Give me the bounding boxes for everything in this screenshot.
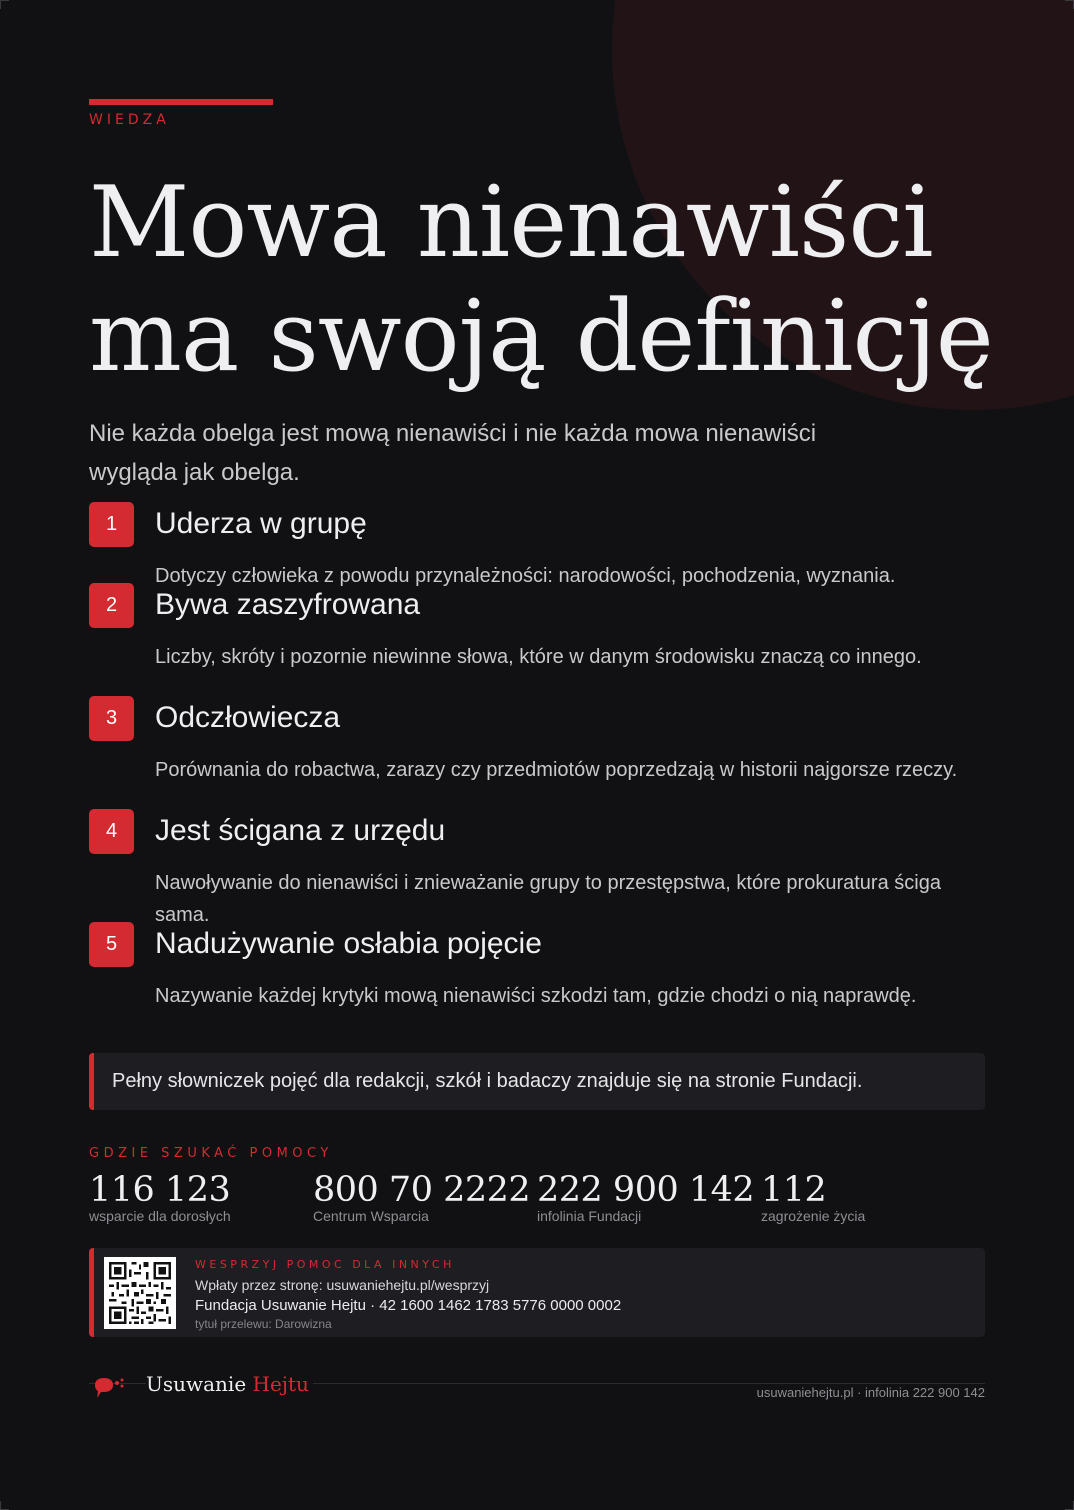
helpline-caption: Centrum Wsparcia: [313, 1208, 429, 1224]
item-number-badge: 4: [89, 809, 134, 854]
donation-website: Wpłaty przez stronę: usuwaniehejtu.pl/wesprzyj: [195, 1277, 490, 1293]
lead-paragraph: Nie każda obelga jest mową nienawiści i nie każda mowa nienawiści wygląda jak obelga.: [89, 420, 817, 486]
help-section-label: GDZIE SZUKAĆ POMOCY: [89, 1146, 333, 1161]
item-number-badge: 5: [89, 922, 134, 967]
helpline-caption: wsparcie dla dorosłych: [89, 1208, 231, 1224]
helpline-caption: infolinia Fundacji: [537, 1208, 642, 1224]
item-title: Nadużywanie osłabia pojęcie: [155, 927, 542, 960]
helpline: [537, 1168, 761, 1224]
kicker-bar: [89, 99, 273, 105]
item-description: Nazywanie każdej krytyki mową nienawiści szkodzi tam, gdzie chodzi o nią naprawdę.: [155, 985, 917, 1007]
crop-mark: [0, 0, 9, 9]
item-title: Jest ścigana z urzędu: [155, 814, 446, 847]
kicker: WIEDZA: [89, 112, 170, 128]
item-description: Porównania do robactwa, zarazy czy przedmiotów poprzedzają w historii najgorsze rzeczy.: [155, 759, 958, 781]
donation-panel: [89, 1248, 985, 1337]
helpline-number: 800 70 2222: [313, 1170, 531, 1210]
item-description: Dotyczy człowieka z powodu przynależności: narodowości, pochodzenia, wyznania.: [155, 565, 896, 587]
helpline-caption: zagrożenie życia: [761, 1208, 866, 1224]
title-line-1: Mowa nienawiści: [89, 166, 933, 280]
brand-name-first: Usuwanie: [146, 1372, 247, 1396]
glossary-note-text: Pełny słowniczek pojęć dla redakcji, szkół i badaczy znajduje się na stronie Fundacji.: [112, 1070, 863, 1092]
item-title: Bywa zaszyfrowana: [155, 588, 421, 621]
helpline-number: 116 123: [89, 1170, 231, 1210]
item-number-badge: 2: [89, 583, 134, 628]
crop-mark: [1065, 1501, 1074, 1510]
item-title: Uderza w grupę: [155, 507, 367, 540]
brand-name: [146, 1372, 313, 1396]
helpline-number: 222 900 142: [537, 1170, 755, 1210]
glossary-note: [89, 1053, 985, 1110]
item-title: Odczłowiecza: [155, 701, 341, 734]
helpline: [89, 1168, 313, 1224]
page-title: [89, 166, 1019, 394]
speech-bubble-logo-icon: [93, 1376, 127, 1406]
item-description: Liczby, skróty i pozornie niewinne słowa, które w danym środowisku znaczą co innego.: [155, 646, 922, 668]
brand-name-second: Hejtu: [252, 1372, 309, 1396]
qr-code-icon[interactable]: [104, 1257, 176, 1329]
donation-account: Fundacja Usuwanie Hejtu · 42 1600 1462 1783 5776 0000 0002: [195, 1297, 622, 1314]
donation-text: [195, 1257, 621, 1332]
donation-label: WESPRZYJ POMOC DLA INNYCH: [195, 1258, 455, 1271]
item-number-badge: 3: [89, 696, 134, 741]
helpline-number: 112: [761, 1170, 827, 1210]
helpline: [313, 1168, 537, 1224]
item-description: Nawoływanie do nienawiści i znieważanie grupy to przestępstwa, które prokuratura ściga sama.: [155, 872, 941, 926]
title-line-2: ma swoją definicję: [89, 280, 993, 394]
footer-contact: usuwaniehejtu.pl · infolinia 222 900 142: [756, 1385, 985, 1400]
item-number-badge: 1: [89, 502, 134, 547]
donation-transfer-title: tytuł przelewu: Darowizna: [195, 1317, 332, 1331]
helpline: [761, 1168, 985, 1224]
crop-mark: [0, 1501, 9, 1510]
crop-mark: [1065, 0, 1074, 9]
